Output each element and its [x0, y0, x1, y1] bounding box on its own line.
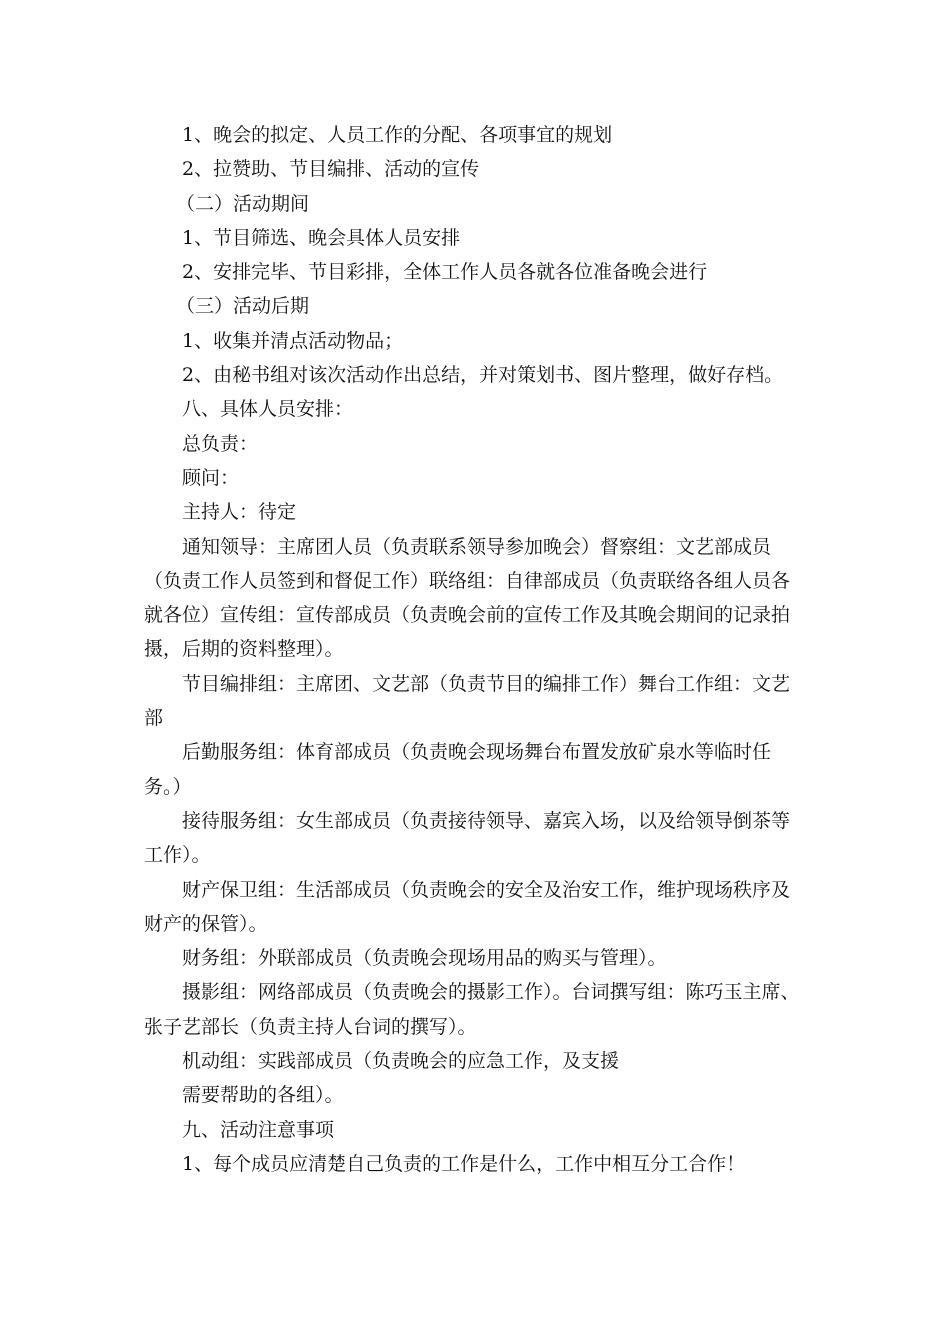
section-heading: （二）活动期间 [176, 192, 310, 215]
text-line: （负责工作人员签到和督促工作）联络组：自律部成员（负责联络各组人员各 [144, 569, 791, 592]
text-line: 后勤服务组：体育部成员（负责晚会现场舞台布置发放矿泉水等临时任 [182, 741, 772, 764]
text-line: 主持人：待定 [182, 501, 297, 524]
text-line: 财产的保管）。 [144, 912, 268, 935]
text-line: 机动组：实践部成员（负责晚会的应急工作，及支援 [182, 1050, 620, 1073]
document-body [144, 118, 804, 1181]
text-line: 节目编排组：主席团、文艺部（负责节目的编排工作）舞台工作组：文艺 [182, 672, 791, 695]
text-line: 务。） [144, 775, 192, 798]
text-line: 财务组：外联部成员（负责晚会现场用品的购买与管理）。 [182, 947, 667, 970]
text-line: 1、晚会的拟定、人员工作的分配、各项事宜的规划 [182, 124, 613, 146]
section-heading: 九、活动注意事项 [182, 1118, 335, 1141]
text-line: 财产保卫组：生活部成员（负责晚会的安全及治安工作，维护现场秩序及 [182, 878, 791, 901]
text-line: 2、安排完毕、节目彩排，全体工作人员各就各位准备晚会进行 [182, 261, 708, 284]
section-heading: （三）活动后期 [176, 295, 310, 318]
text-line: 需要帮助的各组）。 [182, 1084, 344, 1107]
text-line: 工作）。 [144, 844, 211, 867]
text-line: 1、每个成员应清楚自己负责的工作是什么，工作中相互分工合作！ [182, 1152, 746, 1175]
text-line: 总负责： [182, 432, 259, 455]
text-line: 张子艺部长（负责主持人台词的撰写）。 [144, 1015, 477, 1038]
text-line: 就各位）宣传组：宣传部成员（负责晚会前的宣传工作及其晚会期间的记录拍 [144, 604, 791, 627]
text-line: 接待服务组：女生部成员（负责接待领导、嘉宾入场，以及给领导倒茶等 [182, 809, 791, 832]
text-line: 通知领导：主席团人员（负责联系领导参加晚会）督察组：文艺部成员 [182, 535, 772, 558]
text-line: 1、收集并清点活动物品； [182, 329, 404, 352]
text-line: 顾问： [182, 466, 240, 489]
section-heading: 八、具体人员安排： [182, 398, 354, 421]
text-line: 1、节目筛选、晚会具体人员安排 [182, 226, 461, 249]
text-line: 2、拉赞助、节目编排、活动的宣传 [182, 158, 480, 181]
text-line: 部 [144, 707, 164, 730]
text-line: 摄影组：网络部成员（负责晚会的摄影工作）。台词撰写组：陈巧玉主席、 [182, 981, 800, 1004]
text-line: 摄，后期的资料整理）。 [144, 638, 344, 661]
text-line: 2、由秘书组对该次活动作出总结，并对策划书、图片整理，做好存档。 [182, 364, 784, 387]
